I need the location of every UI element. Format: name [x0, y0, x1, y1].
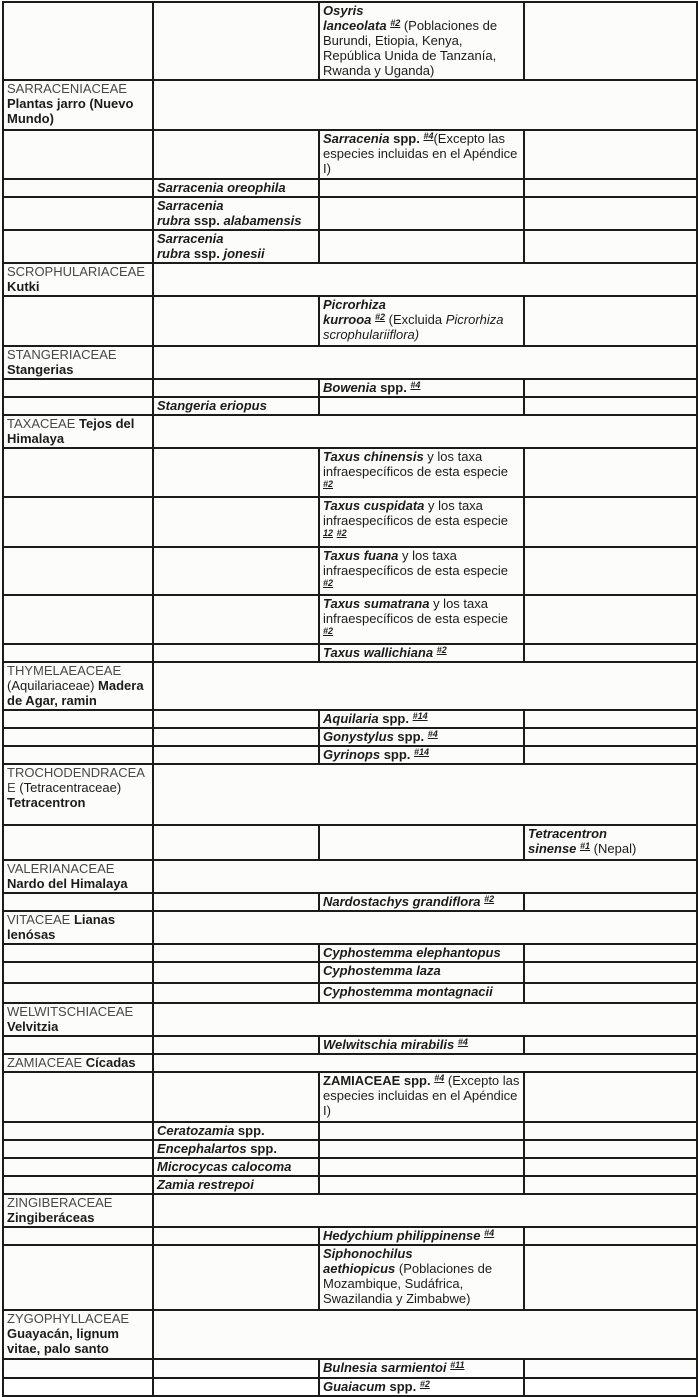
col1-cell: [3, 746, 153, 764]
family-row: [3, 764, 697, 825]
family-cell: [3, 415, 153, 448]
footnote-ref[interactable]: #14: [412, 711, 428, 721]
col1-cell: [3, 1072, 153, 1122]
col1-cell: [3, 1158, 153, 1176]
species-row: [3, 1378, 697, 1396]
species-row: [3, 379, 697, 397]
merged-empty-cell: [153, 415, 697, 448]
col3-cell: [319, 497, 524, 547]
bold-text: ZAMIACEAE spp.: [323, 1073, 435, 1088]
text: (Excepto las especies incluidas en el Apéndice I): [323, 131, 518, 176]
scientific-name: Gonystylus: [323, 729, 394, 744]
col1-cell: [3, 1176, 153, 1194]
scientific-name: Cyphostemma montagnacii: [323, 984, 493, 999]
col2-cell: [153, 728, 319, 746]
col4-cell: [524, 2, 697, 80]
bold-text: spp.: [246, 1141, 277, 1156]
col2-cell: [153, 644, 319, 662]
footnote-ref[interactable]: #1: [580, 841, 591, 851]
col4-cell: [524, 230, 697, 263]
col4-cell: [524, 746, 697, 764]
merged-empty-cell: [153, 860, 697, 893]
bold-text: spp.: [385, 1379, 420, 1394]
col4-cell: [524, 497, 697, 547]
scientific-name: jonesii: [223, 246, 265, 261]
scientific-name: Tetracentron: [528, 826, 607, 841]
col3-cell: [319, 1036, 524, 1054]
species-row: [3, 644, 697, 662]
col4-cell: [524, 547, 697, 595]
col3-cell: [319, 1158, 524, 1176]
col2-cell: [153, 2, 319, 80]
col1-cell: [3, 296, 153, 346]
family-row: [3, 346, 697, 379]
species-row: [3, 1122, 697, 1140]
col3-cell: [319, 962, 524, 983]
scientific-name: aethiopicus: [323, 1261, 399, 1276]
col4-cell: [524, 944, 697, 962]
col4-cell: [524, 1176, 697, 1194]
col3-cell: [319, 547, 524, 595]
scientific-name: Bowenia: [323, 380, 377, 395]
col4-cell: [524, 1122, 697, 1140]
col4-cell: [524, 728, 697, 746]
family-row: [3, 662, 697, 710]
footnote-ref[interactable]: #2: [390, 18, 401, 28]
family-cell: [3, 1003, 153, 1036]
scientific-name: Cyphostemma elephantopus: [323, 945, 501, 960]
family-name: ZINGIBERACEAE: [7, 1195, 113, 1210]
footnote-ref[interactable]: #4: [434, 1073, 445, 1083]
merged-empty-cell: [153, 1194, 697, 1227]
scientific-name: Sarracenia oreophila: [157, 180, 286, 195]
col2-cell: [153, 1140, 319, 1158]
col3-cell: [319, 893, 524, 911]
col4-cell: [524, 825, 697, 860]
col3-cell: [319, 983, 524, 1003]
text: (Poblaciones de Burundi, Etiopia, Kenya, República Unida de Tanzanía, Rwanda y Uganda): [323, 18, 498, 78]
col2-cell: [153, 230, 319, 263]
col2-cell: [153, 1227, 319, 1245]
species-row: [3, 296, 697, 346]
table-body: [3, 2, 697, 1396]
species-row: [3, 746, 697, 764]
scientific-name: Welwitschia mirabilis: [323, 1037, 458, 1052]
col2-cell: [153, 197, 319, 230]
col1-cell: [3, 179, 153, 197]
col4-cell: [524, 179, 697, 197]
col3-cell: [319, 728, 524, 746]
species-row: [3, 230, 697, 263]
scientific-name: Picrorhiza: [323, 297, 386, 312]
family-name: THYMELAEACEAE: [7, 663, 122, 678]
family-row: [3, 911, 697, 944]
col3-cell: [319, 1245, 524, 1310]
family-name: SARRACENIACEAE: [7, 81, 127, 96]
col3-cell: [319, 746, 524, 764]
col1-cell: [3, 710, 153, 728]
col1-cell: [3, 1036, 153, 1054]
family-name: WELWITSCHIACEAE: [7, 1004, 134, 1019]
footnote-ref[interactable]: #4: [457, 1037, 468, 1047]
col4-cell: [524, 962, 697, 983]
species-row: [3, 944, 697, 962]
col4-cell: [524, 1158, 697, 1176]
scientific-name: rubra: [157, 213, 194, 228]
scientific-name: Stangeria eriopus: [157, 398, 267, 413]
family-row: [3, 1003, 697, 1036]
col4-cell: [524, 1227, 697, 1245]
text: (Poblaciones de Mozambique, Sudáfrica, Swazilandia y Zimbabwe): [323, 1261, 493, 1306]
bold-text: Tetracentron: [7, 795, 86, 810]
col2-cell: [153, 1036, 319, 1054]
col2-cell: [153, 983, 319, 1003]
bold-text: ssp.: [193, 213, 224, 228]
col1-cell: [3, 595, 153, 644]
merged-empty-cell: [153, 1310, 697, 1359]
text: (Excepto las especies incluidas en el Apéndice I): [323, 1073, 520, 1118]
col1-cell: [3, 197, 153, 230]
scientific-name: rubra: [157, 246, 194, 261]
species-row: [3, 547, 697, 595]
species-row: [3, 1245, 697, 1310]
col3-cell: [319, 448, 524, 497]
footnote-ref[interactable]: #2: [323, 479, 334, 489]
col2-cell: [153, 397, 319, 415]
merged-empty-cell: [153, 662, 697, 710]
footnote-ref[interactable]: #4: [484, 1228, 495, 1238]
col3-cell: [319, 825, 524, 860]
bold-text: spp.: [389, 131, 424, 146]
family-cell: [3, 1054, 153, 1072]
col4-cell: [524, 296, 697, 346]
footnote-ref[interactable]: #4: [410, 380, 421, 390]
text: (Excluida: [385, 312, 446, 327]
col4-cell: [524, 379, 697, 397]
family-cell: [3, 80, 153, 130]
col2-cell: [153, 179, 319, 197]
species-row: [3, 825, 697, 860]
col1-cell: [3, 644, 153, 662]
col3-cell: [319, 1359, 524, 1378]
scientific-name: Nardostachys grandiflora: [323, 894, 485, 909]
footnote-ref[interactable]: #2: [323, 626, 334, 636]
col3-cell: [319, 1140, 524, 1158]
family-cell: [3, 662, 153, 710]
bold-text: Nardo del Himalaya: [7, 876, 128, 891]
scientific-name: Siphonochilus: [323, 1246, 413, 1261]
species-row: [3, 1140, 697, 1158]
family-name: ZAMIACEAE: [7, 1055, 86, 1070]
col3-cell: [319, 1072, 524, 1122]
family-row: [3, 1194, 697, 1227]
scientific-name: Microcycas calocoma: [157, 1159, 292, 1174]
family-row: [3, 80, 697, 130]
family-name: VALERIANACEAE: [7, 861, 115, 876]
scientific-name: Bulnesia sarmientoi: [323, 1360, 451, 1375]
family-name: TROCHODENDRACEAE: [7, 765, 145, 795]
col3-cell: [319, 1378, 524, 1396]
species-row: [3, 893, 697, 911]
text: y los taxa infraespecíficos de esta especie: [323, 498, 508, 528]
footnote-ref[interactable]: #2: [375, 312, 386, 322]
footnote-ref[interactable]: #4: [423, 131, 434, 141]
col2-cell: [153, 595, 319, 644]
col1-cell: [3, 983, 153, 1003]
scientific-name: Cyphostemma laza: [323, 963, 441, 978]
bold-text: spp.: [376, 380, 411, 395]
species-row: [3, 497, 697, 547]
species-row: [3, 1072, 697, 1122]
col3-cell: [319, 179, 524, 197]
col2-cell: [153, 893, 319, 911]
family-row: [3, 860, 697, 893]
bold-text: spp.: [380, 747, 415, 762]
species-row: [3, 1227, 697, 1245]
bold-text: Guayacán, lignum vitae, palo santo: [7, 1326, 119, 1356]
bold-text: spp.: [234, 1123, 265, 1138]
col3-cell: [319, 1227, 524, 1245]
footnote-ref[interactable]: #2: [323, 578, 334, 588]
footnote-ref[interactable]: #2: [436, 645, 447, 655]
col2-cell: [153, 1176, 319, 1194]
col1-cell: [3, 379, 153, 397]
scientific-name: sinense: [528, 841, 581, 856]
col2-cell: [153, 944, 319, 962]
text: y los taxa infraespecíficos de esta especie: [323, 596, 508, 626]
scientific-name: Taxus sumatrana: [323, 596, 430, 611]
species-row: [3, 983, 697, 1003]
species-row: [3, 1158, 697, 1176]
scientific-name: Hedychium philippinense: [323, 1228, 485, 1243]
col3-cell: [319, 397, 524, 415]
family-name: ZYGOPHYLLACEAE: [7, 1311, 130, 1326]
col4-cell: [524, 1378, 697, 1396]
col3-cell: [319, 379, 524, 397]
col3-cell: [319, 230, 524, 263]
col2-cell: [153, 962, 319, 983]
scientific-name: Osyris: [323, 3, 364, 18]
species-row: [3, 710, 697, 728]
col1-cell: [3, 2, 153, 80]
col2-cell: [153, 710, 319, 728]
merged-empty-cell: [153, 263, 697, 296]
merged-empty-cell: [153, 346, 697, 379]
family-name: STANGERIACEAE: [7, 347, 117, 362]
col4-cell: [524, 893, 697, 911]
col1-cell: [3, 893, 153, 911]
bold-text: ssp.: [193, 246, 224, 261]
col2-cell: [153, 1245, 319, 1310]
scientific-name: Aquilaria: [323, 711, 379, 726]
species-row: [3, 130, 697, 179]
scientific-name: Taxus wallichiana: [323, 645, 437, 660]
col2-cell: [153, 1378, 319, 1396]
footnote-ref[interactable]: #2: [336, 528, 347, 538]
family-row: [3, 1310, 697, 1359]
family-name: SCROPHULARIACEAE: [7, 264, 145, 279]
family-row: [3, 1054, 697, 1072]
col2-cell: [153, 825, 319, 860]
footnote-ref[interactable]: #11: [450, 1360, 465, 1370]
species-row: [3, 1036, 697, 1054]
bold-text: spp.: [393, 729, 428, 744]
col1-cell: [3, 547, 153, 595]
col3-cell: [319, 944, 524, 962]
species-row: [3, 1359, 697, 1378]
col4-cell: [524, 197, 697, 230]
col3-cell: [319, 2, 524, 80]
col2-cell: [153, 379, 319, 397]
col1-cell: [3, 1227, 153, 1245]
col1-cell: [3, 230, 153, 263]
col1-cell: [3, 1359, 153, 1378]
bold-text: Tejos del Himalaya: [7, 416, 135, 446]
scientific-name: Taxus chinensis: [323, 449, 424, 464]
bold-text: Lianas lenósas: [7, 912, 116, 942]
col3-cell: [319, 644, 524, 662]
col2-cell: [153, 130, 319, 179]
family-row: [3, 415, 697, 448]
family-cell: [3, 911, 153, 944]
col1-cell: [3, 962, 153, 983]
bold-text: Zingiberáceas: [7, 1210, 95, 1225]
col2-cell: [153, 497, 319, 547]
family-cell: [3, 346, 153, 379]
scientific-name: Sarracenia: [323, 131, 390, 146]
footnote-ref[interactable]: #14: [414, 747, 430, 757]
scientific-name: Sarracenia: [157, 231, 224, 246]
merged-empty-cell: [153, 764, 697, 825]
scientific-name: Guaiacum: [323, 1379, 386, 1394]
col2-cell: [153, 547, 319, 595]
scientific-name: Encephalartos: [157, 1141, 247, 1156]
text: y los taxa infraespecíficos de esta especie: [323, 548, 508, 578]
col1-cell: [3, 1140, 153, 1158]
species-row: [3, 197, 697, 230]
species-row: [3, 179, 697, 197]
bold-text: spp.: [378, 711, 413, 726]
col2-cell: [153, 448, 319, 497]
col1-cell: [3, 1378, 153, 1396]
family-cell: [3, 1194, 153, 1227]
col4-cell: [524, 595, 697, 644]
family-cell: [3, 764, 153, 825]
col4-cell: [524, 130, 697, 179]
species-row: [3, 595, 697, 644]
bold-text: Cícadas: [85, 1055, 136, 1070]
footnote-ref[interactable]: #2: [419, 1379, 430, 1389]
col4-cell: [524, 1072, 697, 1122]
col3-cell: [319, 130, 524, 179]
scientific-name: Taxus cuspidata: [323, 498, 425, 513]
species-row: [3, 2, 697, 80]
col4-cell: [524, 1245, 697, 1310]
col1-cell: [3, 944, 153, 962]
col2-cell: [153, 1158, 319, 1176]
col1-cell: [3, 728, 153, 746]
family-row: [3, 263, 697, 296]
scientific-name: Taxus fuana: [323, 548, 399, 563]
col4-cell: [524, 1140, 697, 1158]
col1-cell: [3, 497, 153, 547]
footnote-ref[interactable]: #4: [427, 729, 438, 739]
scientific-name: kurrooa: [323, 312, 376, 327]
family-cell: [3, 860, 153, 893]
species-row: [3, 1176, 697, 1194]
species-row: [3, 728, 697, 746]
text: (Aquilariaceae): [7, 678, 99, 693]
footnote-ref[interactable]: #2: [484, 894, 495, 904]
scientific-name: Gyrinops: [323, 747, 381, 762]
col2-cell: [153, 296, 319, 346]
col3-cell: [319, 595, 524, 644]
text: y los taxa infraespecíficos de esta especie: [323, 449, 508, 479]
col1-cell: [3, 130, 153, 179]
col2-cell: [153, 1072, 319, 1122]
col4-cell: [524, 1036, 697, 1054]
footnote-ref[interactable]: 12: [323, 528, 334, 538]
col1-cell: [3, 1122, 153, 1140]
col4-cell: [524, 397, 697, 415]
text: (Tetracentraceae): [19, 780, 122, 795]
scientific-name: alabamensis: [223, 213, 302, 228]
col1-cell: [3, 448, 153, 497]
col1-cell: [3, 397, 153, 415]
species-row: [3, 397, 697, 415]
col2-cell: [153, 746, 319, 764]
italic-text: Picrorhiza scrophulariiflora): [323, 312, 504, 342]
scientific-name: Sarracenia: [157, 198, 224, 213]
bold-text: Velvitzia: [7, 1019, 59, 1034]
merged-empty-cell: [153, 80, 697, 130]
family-name: TAXACEAE: [7, 416, 80, 431]
family-cell: [3, 1310, 153, 1359]
col4-cell: [524, 1359, 697, 1378]
cites-flora-appendices-table: [2, 1, 698, 1397]
col2-cell: [153, 1359, 319, 1378]
col3-cell: [319, 710, 524, 728]
merged-empty-cell: [153, 1003, 697, 1036]
col1-cell: [3, 825, 153, 860]
bold-text: Stangerias: [7, 362, 74, 377]
scientific-name: Ceratozamia: [157, 1123, 235, 1138]
col4-cell: [524, 644, 697, 662]
col4-cell: [524, 448, 697, 497]
col3-cell: [319, 197, 524, 230]
merged-empty-cell: [153, 1054, 697, 1072]
species-row: [3, 962, 697, 983]
col3-cell: [319, 1176, 524, 1194]
bold-text: Kutki: [7, 279, 40, 294]
species-row: [3, 448, 697, 497]
col4-cell: [524, 983, 697, 1003]
bold-text: Plantas jarro (Nuevo Mundo): [7, 96, 134, 126]
merged-empty-cell: [153, 911, 697, 944]
text: (Nepal): [590, 841, 637, 856]
scientific-name: lanceolata: [323, 18, 391, 33]
col3-cell: [319, 296, 524, 346]
scientific-name: Zamia restrepoi: [157, 1177, 254, 1192]
col1-cell: [3, 1245, 153, 1310]
family-name: VITACEAE: [7, 912, 74, 927]
bold-text: Madera de Agar, ramin: [7, 678, 144, 708]
family-cell: [3, 263, 153, 296]
col2-cell: [153, 1122, 319, 1140]
col4-cell: [524, 710, 697, 728]
col3-cell: [319, 1122, 524, 1140]
